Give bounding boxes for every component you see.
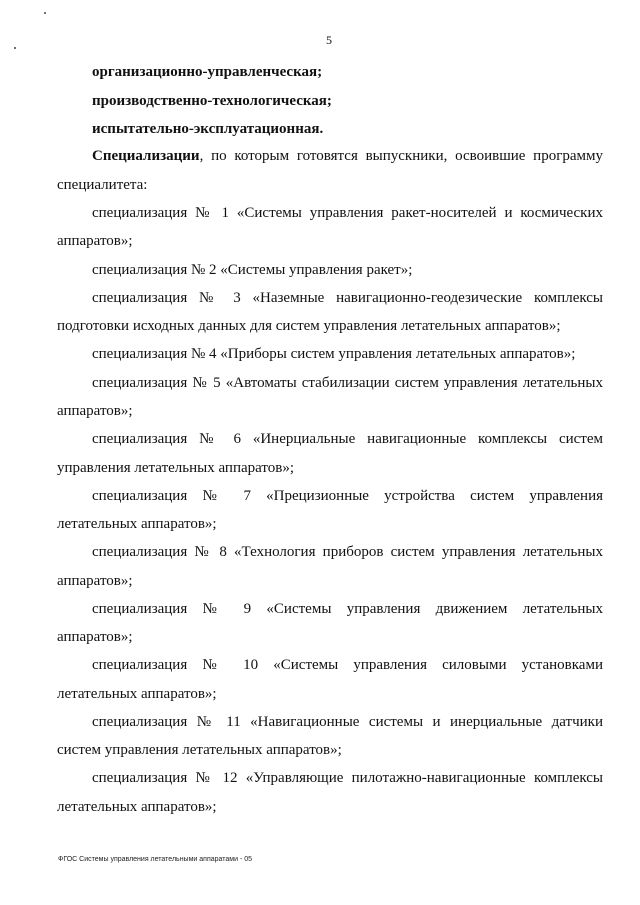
specialization-line: специализация № 12 «Управляющие пилотажно-навигационные комплексы [92,770,603,786]
specialization-line: специализация № 7 «Прецизионные устройства систем управления [92,488,603,504]
specializations-intro [92,147,603,165]
specialization-line: специализация № 3 «Наземные навигационно-геодезические комплексы [92,290,603,306]
activity-type-item: испытательно-эксплуатационная. [92,121,324,137]
specialization-line: управления летательных аппаратов»; [57,460,295,476]
specialization-line: специализация № 1 «Системы управления ракет-носителей и космических [92,205,603,221]
specialization-line: летательных аппаратов»; [57,516,217,532]
page-number: 5 [326,33,332,47]
specialization-line: специализация № 11 «Навигационные системы и инерциальные датчики [92,714,603,730]
specialization-line: аппаратов»; [57,629,133,645]
specialization-line: летательных аппаратов»; [57,799,217,815]
specialization-line: специализация № 2 «Системы управления ракет»; [92,262,413,278]
specialization-line: аппаратов»; [57,403,133,419]
specialization-line: летательных аппаратов»; [57,686,217,702]
specialization-line: специализация № 6 «Инерциальные навигационные комплексы систем [92,431,603,447]
specialization-line: специализация № 10 «Системы управления силовыми установками [92,657,603,673]
specialization-line: специализация № 9 «Системы управления движением летательных [92,601,603,617]
specialization-line: систем управления летательных аппаратов»; [57,742,342,758]
specialization-line: специализация № 5 «Автоматы стабилизации систем управления летательных [92,375,603,391]
scan-speck [44,12,46,14]
specialization-line: подготовки исходных данных для систем управления летательных аппаратов»; [57,318,561,334]
specialization-line: аппаратов»; [57,233,133,249]
specializations-intro-continuation: специалитета: [57,177,148,193]
specializations-intro-text: , по которым готовятся выпускники, освоившие программу [199,148,603,164]
document-footer: ФГОС Системы управления летательными аппаратами - 05 [58,856,253,863]
specialization-line: специализация № 8 «Технология приборов систем управления летательных [92,544,603,560]
activity-type-item: организационно-управленческая; [92,64,323,80]
specializations-heading: Специализации [92,148,200,164]
scan-speck [14,47,16,49]
specialization-line: специализация № 4 «Приборы систем управления летательных аппаратов»; [92,346,576,362]
specialization-line: аппаратов»; [57,573,133,589]
activity-type-item: производственно-технологическая; [92,93,332,109]
